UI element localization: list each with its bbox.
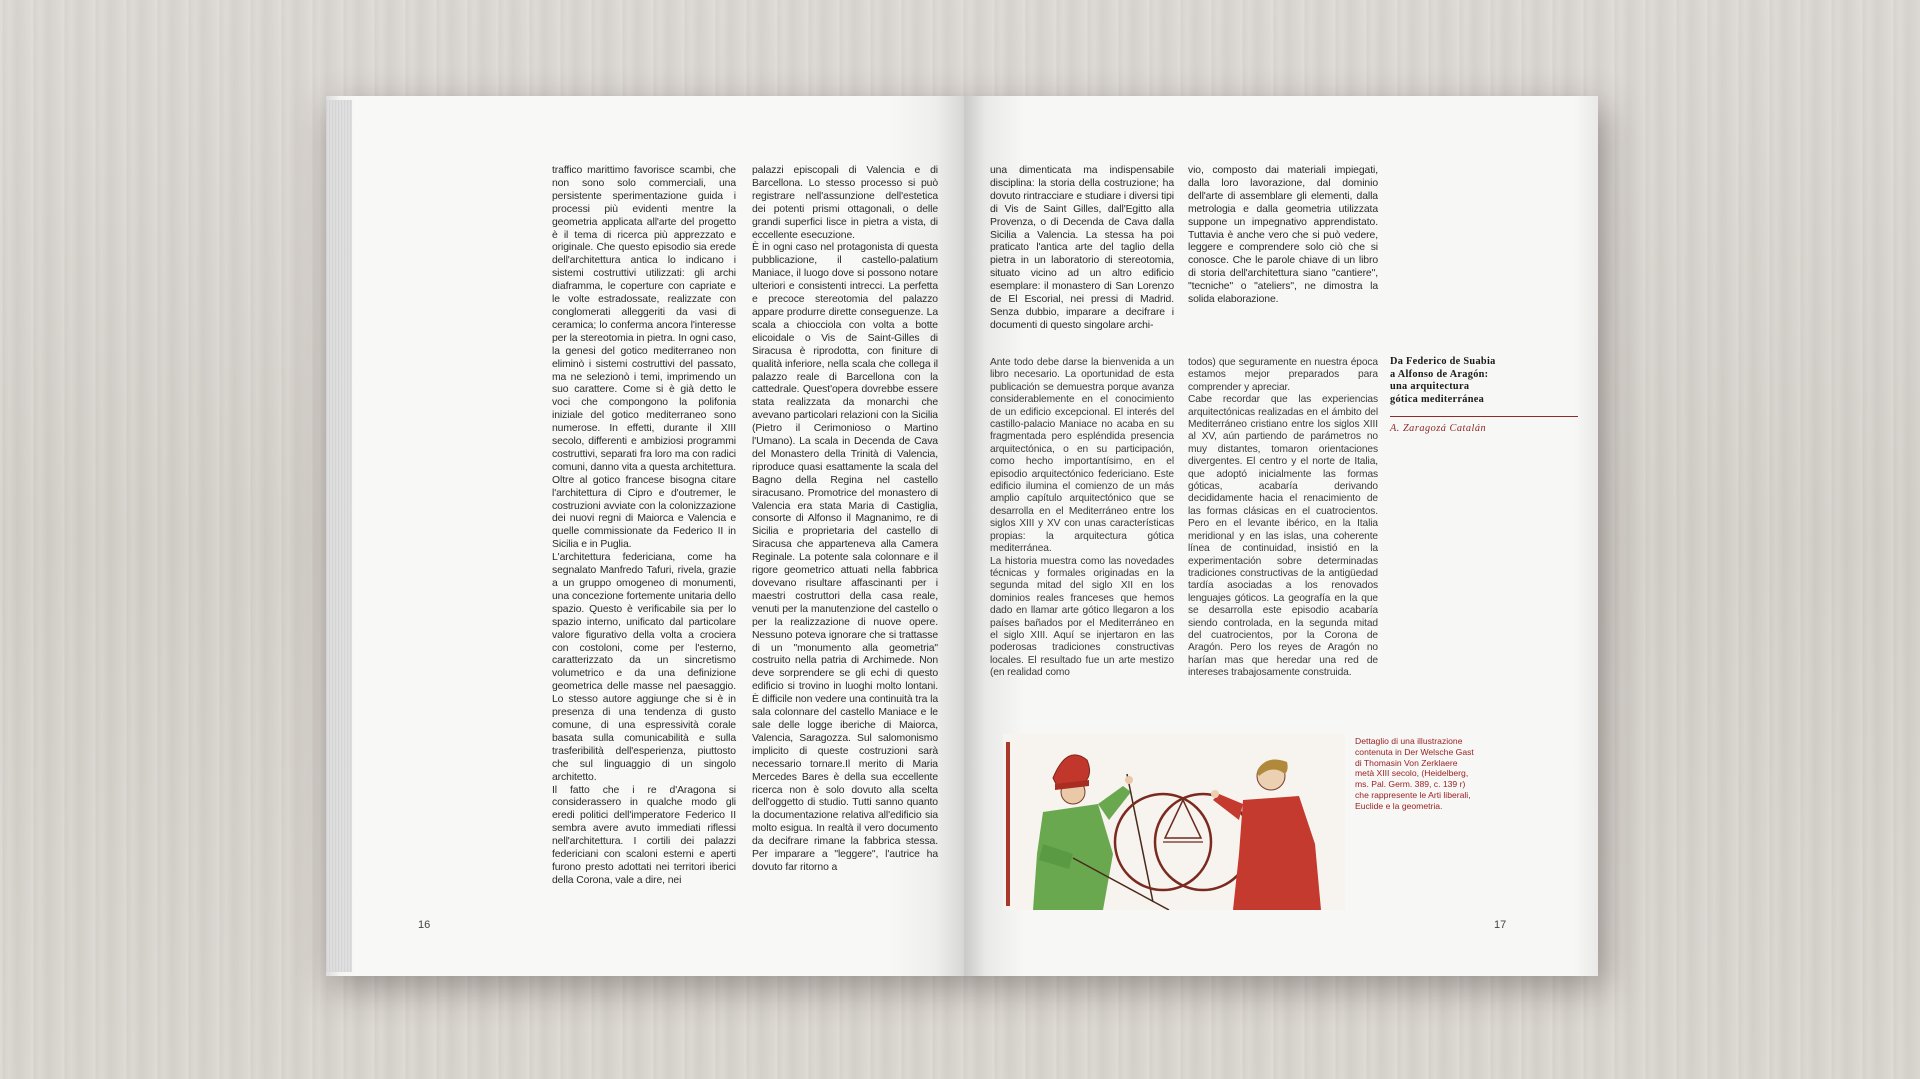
article-heading: Da Federico de Suabia a Alfonso de Aragón: una arquitectura gótica mediterránea [1390,356,1496,405]
right-page-column-1-italian: una dimenticata ma indispensabile disciplina: la storia della costruzione; ha dovuto rintracciare e studiare i diversi tipi di Vis de Saint Gilles, dall'Egitto alla Provenza, o di Decenda de Cava dalla Sicilia a Valencia. La stessa ha poi praticato l'antica arte del taglio della pietra in un laboratorio di stereotomia, situato vicino ad un altro edificio esemplare: il monastero di San Lorenzo de El Escorial, nei pressi di Madrid. Senza dubbio, imparare a decifrare i documenti di questo singolare archi- [990,165,1174,331]
illustration-caption: Dettaglio di una illustrazione contenuta in Der Welsche Gast di Thomasin Von Zerklaere metà XIII secolo, (Heidelberg, ms. Pal. Germ. 389, c. 139 r) che rappresente le Arti liberali, Euclide e la geometria. [1355,736,1474,811]
left-page-column-1: traffico marittimo favorisce scambi, che non sono solo commerciali, una persistente sperimentazione guida i processi più evidenti mentre la geometria applicata all'arte del progetto è il tema di ricerca più apprezzato e originale. Che questo episodio sia erede dell'architettura antica lo indicano i sistemi costruttivi utilizzati: gli archi diaframma, le coperture con capriate e le volte estradossate, realizzate con conglomerati alleggeriti da vasi di ceramica; lo conferma ancora l'interesse per la stereotomia in pietra. In ogni caso, la genesi del gotico mediterraneo non eliminò i sistemi costruttivi del passato, ma ne selezionò i temi, imprimendo un suo carattere. Come si è già detto le voci che compongono la polifonia iniziale del gotico mediterraneo sono numerose. In effetti, durante il XIII secolo, differenti e ambiziosi programmi costruttivi, separati fra loro ma con radici comuni, danno vita a questa architettura. Oltre al gotico francese bisogna citare l'architettura di Cipro e d'outremer, le costruzioni avviate con la colonizzazione dei nuovi regni di Maiorca e Valencia e quelle commissionate da Federico II in Sicilia e in Puglia. L'architettura federiciana, come ha segnalato Manfredo Tafuri, rivela, grazie a un gruppo omogeneo di monumenti, una concezione fortemente unitaria dello spazio. Questo è verificabile sia per lo spazio interno, unificato dal particolare valore figurativo della volta a crociera con costoloni, come per l'esterno, caratterizzato da un sincretismo volumetrico e da una definizione geometrica delle masse nel paesaggio. Lo stesso autore aggiunge che si è in presenza di una tendenza di gusto comune, di una espressività corale basata sulla comunicabilità e sulla trasferibilità dell'esperienza, piuttosto che sul linguaggio di un singolo architetto. Il fatto che i re d'Aragona si considerassero in qualche modo gli eredi politici dell'imperatore Federico II sembra avere avuto immediati riflessi nell'architettura. I cortili dei palazzi federiciani con scaloni esterni e aperti furono presto adottati nei territori iberici della Corona, vale a dire, nei [552,165,736,886]
left-page-column-2: palazzi episcopali di Valencia e di Barcellona. Lo stesso processo si può registrare nell'assunzione dell'estetica dei potenti prismi ottagonali, o delle grandi superfici lisce in pietra a vista, di eccellente esecuzione. È in ogni caso nel protagonista di questa pubblicazione, il castello-palatium Maniace, il luogo dove si possono notare ulteriori e consistenti intrecci. La perfetta e precoce stereotomia del palazzo appare produrre dirette conseguenze. La scala a chiocciola con volta a botte elicoidale o Vis de Saint-Gilles di Siracusa è riprodotta, con finiture di qualità inferiore, nella scala che collega il palazzo reale di Barcellona con la cattedrale. Quest'opera dovrebbe essere stata realizzata da monarchi che avevano particolari relazioni con la Sicilia (Pietro il Cerimonioso o Martino l'Umano). La scala in Decenda de Cava del Monastero della Trinità di Valencia, riproduce quasi esattamente la scala del Bagno della Regina nel castello siracusano. Promotrice del monastero di Valencia era stata Maria di Castiglia, consorte di Alfonso il Magnanimo, re di Sicilia e proprietaria del castello di Siracusa che apparteneva alla Camera Reginale. La potente sala colonnare e il rigore geometrico attuati nella fabbrica dovevano risultare affascinanti per i maestri costruttori della casa reale, venuti per la manutenzione del castello o per la realizzazione di nuove opere. Nessuno poteva ignorare che si trattasse di un "monumento alla geometria" costruito nella patria di Archimede. Non deve sorprendere se gli echi di questo edificio si trovino in luoghi molto lontani. È difficile non vedere una continuità tra la sala colonnare del castello Maniace e le sale delle logge iberiche di Maiorca, Valencia, Saragozza. Sul salomonismo implicito di queste costruzioni sarà necessario tornare.Il merito di Maria Mercedes Bares è della sua eccellente ricerca non è solo dovuto alla scelta dell'oggetto di studio. Tutti sanno quanto la documentazione relativa all'edificio sia molto esigua. In realtà il vero documento da decifrare rimane la fabbrica stessa. Per imparare a "leggere", l'autrice ha dovuto far ritorno a [752,165,938,873]
medieval-illustration [1003,734,1345,910]
page-number-right: 17 [1494,919,1507,931]
right-page-column-2-italian: vio, composto dai materiali impiegati, dalla loro lavorazione, dal dominio dell'arte di assemblare gli elementi, dalla metrologia e dalla geometria utilizzata suppone un impegnativo apprendistato. Tuttavia è anche vero che si può vedere, leggere e comprendere solo ciò che si conosce. Che le parole chiave di un libro di storia dell'architettura siano "cantiere", "tecniche" o "ateliers", ne dimostra la solida elaborazione. [1188,165,1378,306]
right-page-column-1-spanish: Ante todo debe darse la bienvenida a un libro necesario. La oportunidad de esta publicación se demuestra porque avanza considerablemente en el conocimiento de un edificio excepcional. El interés del castillo-palacio Maniace no acaba en su fragmentada pero espléndida presencia arquitectónica, o en su participación, como hecho importantísimo, en el episodio arquitectónico federiciano. Este edificio ilumina el comienzo de un más amplio capítulo arquitectónico que se desarrolla en el Mediterráneo entre los siglos XIII y XV con unas características propias: la arquitectura gótica mediterránea. La historia muestra como las novedades técnicas y formales originadas en la segunda mitad del siglo XII en los dominios reales franceses que hemos dado en llamar arte gótico llegaron a los países bañados por el Mediterráneo en el siglo XIII. Aquí se injertaron en las poderosas tradiciones constructivas locales. El resultado fue un arte mestizo (en realidad como [990,357,1174,679]
page-edges [326,100,352,972]
heading-rule [1390,416,1578,417]
page-number-left: 16 [418,919,431,931]
right-page-column-2-spanish: todos) que seguramente en nuestra época estamos mejor preparados para comprender y apreciar. Cabe recordar que las experiencias arquitectónicas realizadas en el ámbito del Mediterráneo cristiano entre los siglos XIII al XV, aún partiendo de parámetros no muy distantes, tomaron orientaciones divergentes. El centro y el norte de Italia, que adoptó inicialmente las formas góticas, acabaría derivando decididamente hacia el renacimiento de las formas clásicas en el cuatrocientos. Pero en el levante ibérico, en la Italia meridional y en las islas, una coherente línea de continuidad, insistió en la experimentación sobre determinadas tradiciones constructivas de la antigüedad tardía asociadas a los renovados lenguajes góticos. La geografía en la que se desarrolla este episodio acabaría siendo controlada, en la segunda mitad del cuatrocientos, por la Corona de Aragón. Pero los reyes de Aragón no harían mas que heredar una red de intereses trabajosamente construida. [1188,357,1378,679]
author-name: A. Zaragozá Catalán [1390,423,1487,434]
